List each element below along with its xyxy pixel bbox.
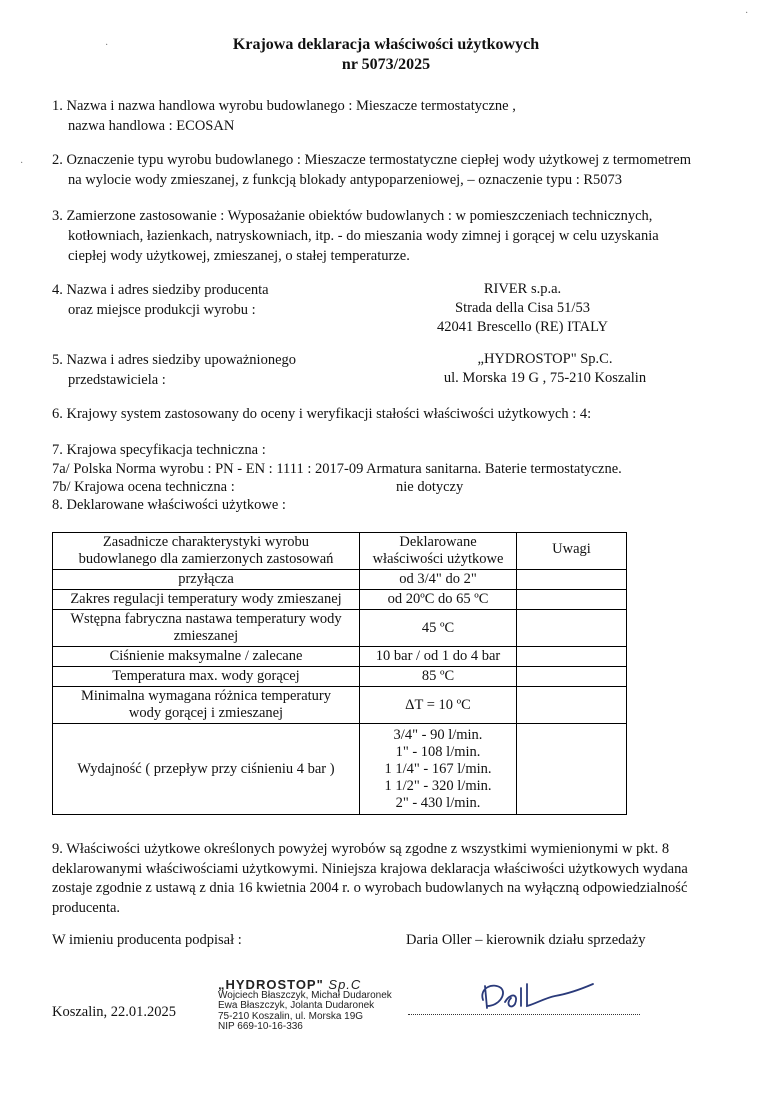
stamp-name-text: „HYDROSTOP" [218, 977, 324, 992]
table-cell-empty [517, 724, 627, 815]
item-9-line-4: producenta. [52, 899, 121, 916]
table-row [53, 610, 627, 647]
item-2 [52, 150, 757, 190]
table-row [53, 724, 627, 815]
cell-line: wody gorącej i zmieszanej [128, 705, 284, 721]
place-date: Koszalin, 22.01.2025 [52, 1004, 177, 1020]
scan-speck: · [105, 40, 109, 51]
table-row [53, 687, 627, 724]
item-3-line-2: kotłowniach, łazienkach, natryskowniach, itp. - do mieszania wody zimnej i gorącej w celu uzyskania [68, 228, 659, 244]
item-9 [52, 840, 757, 918]
item-1-line-2: nazwa handlowa : ECOSAN [68, 118, 235, 134]
header-line: Deklarowane [399, 534, 477, 550]
table-cell: Wydajność ( przepływ przy ciśnieniu 4 bar ) [53, 724, 360, 815]
table-header-row [53, 533, 627, 570]
table-cell-empty [517, 647, 627, 667]
company-stamp [218, 977, 398, 1033]
item-5-label-line-2: przedstawiciela : [68, 372, 166, 388]
header-line: właściwości użytkowe [372, 551, 504, 567]
producer-city: 42041 Brescello (RE) ITALY [437, 319, 608, 335]
cell-line: Minimalna wymagana różnica temperatury [80, 688, 332, 704]
signature-line [408, 1014, 640, 1015]
table-header-declared [360, 533, 517, 570]
representative-street: ul. Morska 19 G , 75-210 Koszalin [443, 370, 647, 386]
stamp-line: 75-210 Koszalin, ul. Morska 19G [218, 1010, 364, 1022]
flow-value: 2" - 430 l/min. [395, 794, 481, 811]
table-cell: Temperatura max. wody gorącej [53, 667, 360, 687]
header-line: budowlanego dla zamierzonych zastosowań [78, 551, 334, 567]
table-row [53, 647, 627, 667]
flow-value: 1 1/2" - 320 l/min. [384, 777, 492, 794]
table-row [53, 667, 627, 687]
item-8: 8. Deklarowane właściwości użytkowe : [52, 497, 286, 513]
item-3-line-1: 3. Zamierzone zastosowanie : Wyposażanie obiektów budowlanych : w pomieszczeniach technicznych, [52, 208, 653, 224]
stamp-company-name [218, 977, 398, 992]
item-9-line-1: 9. Właściwości użytkowe określonych powyżej wyrobów są zgodne z wszystkimi wymienionymi w pkt. 8 [52, 841, 670, 857]
cell-line: Wstępna fabryczna nastawa temperatury wody [70, 611, 342, 627]
table-header-remarks: Uwagi [517, 533, 627, 570]
item-9-line-2: deklarowanymi właściwościami użytkowymi. Niniejsza krajowa deklaracja właściwości użytkowych wydana [52, 860, 688, 877]
signed-label: W imieniu producenta podpisał : [52, 932, 242, 948]
flow-value: 1" - 108 l/min. [395, 743, 481, 760]
table-cell: od 20ºC do 65 ºC [360, 590, 517, 610]
item-6: 6. Krajowy system zastosowany do oceny i weryfikacji stałości właściwości użytkowych : 4: [52, 406, 592, 422]
representative-name: „HYDROSTOP" Sp.C. [477, 351, 613, 367]
signer-name: Daria Oller – kierownik działu sprzedaży [406, 932, 646, 948]
table-cell: przyłącza [53, 570, 360, 590]
item-1-line-1: 1. Nazwa i nazwa handlowa wyrobu budowlanego : Mieszacze termostatyczne , [52, 98, 516, 114]
table-header-characteristics [53, 533, 360, 570]
item-3-line-3: ciepłej wody użytkowej, zmieszanej, o stałej temperaturze. [68, 248, 410, 264]
table-cell-empty [517, 667, 627, 687]
stamp-suffix: Sp.C [328, 977, 362, 992]
item-7a: 7a/ Polska Norma wyrobu : PN - EN : 1111 : 2017-09 Armatura sanitarna. Baterie termostatyczne. [52, 461, 622, 477]
header-line: Zasadnicze charakterystyki wyrobu [102, 534, 310, 550]
item-7: 7. Krajowa specyfikacja techniczna : [52, 442, 266, 458]
item-3 [52, 206, 757, 266]
table-cell: 85 ºC [360, 667, 517, 687]
producer-name: RIVER s.p.a. [483, 281, 562, 297]
item-9-line-3: zostaje zgodnie z ustawą z dnia 16 kwietnia 2004 r. o wyrobach budowlanych na wyłączną odpowiedzialność [52, 880, 688, 896]
item-5-label-line-1: 5. Nazwa i adres siedziby upoważnionego [52, 352, 297, 368]
table-cell [360, 724, 517, 815]
producer-street: Strada della Cisa 51/53 [455, 300, 590, 316]
table-cell [53, 610, 360, 647]
table-cell-empty [517, 570, 627, 590]
scan-speck: · [20, 158, 24, 169]
producer-address [420, 280, 625, 337]
table-cell: 45 ºC [360, 610, 517, 647]
page-title: Krajowa deklaracja właściwości użytkowych [232, 36, 540, 53]
table-row [53, 590, 627, 610]
table-row [53, 570, 627, 590]
declaration-number: nr 5073/2025 [341, 56, 431, 73]
item-7b-label: 7b/ Krajowa ocena techniczna : [52, 479, 235, 495]
stamp-line: Wojciech Błaszczyk, Michał Dudaronek [218, 989, 392, 1001]
flow-value: 3/4" - 90 l/min. [393, 726, 483, 743]
table-cell: Zakres regulacji temperatury wody zmieszanej [53, 590, 360, 610]
item-4-label-line-2: oraz miejsce produkcji wyrobu : [68, 302, 256, 318]
item-4-label-line-1: 4. Nazwa i adres siedziby producenta [52, 282, 269, 298]
item-1 [52, 96, 757, 136]
table-cell: ΔT = 10 ºC [360, 687, 517, 724]
table-cell: 10 bar / od 1 do 4 bar [360, 647, 517, 667]
properties-table [52, 532, 627, 815]
item-4-label [52, 280, 757, 320]
table-cell: Ciśnienie maksymalne / zalecane [53, 647, 360, 667]
table-cell-empty [517, 687, 627, 724]
item-2-line-1: 2. Oznaczenie typu wyrobu budowlanego : Mieszacze termostatyczne ciepłej wody użytkowej z termometrem [52, 152, 691, 168]
flow-value: 1 1/4" - 167 l/min. [384, 760, 492, 777]
handwritten-signature-icon [475, 978, 605, 1016]
item-7b-value: nie dotyczy [396, 479, 464, 495]
table-cell: od 3/4" do 2" [360, 570, 517, 590]
stamp-line: NIP 669-10-16-336 [218, 1021, 303, 1032]
cell-line: zmieszanej [173, 628, 239, 644]
table-cell-empty [517, 590, 627, 610]
representative-address [400, 350, 690, 388]
table-cell [53, 687, 360, 724]
stamp-line: Ewa Błaszczyk, Jolanta Dudaronek [218, 1000, 375, 1011]
scan-speck: · [745, 8, 749, 19]
table-cell-empty [517, 610, 627, 647]
item-2-line-2: na wylocie wody zmieszanej, z funkcją blokady antypoparzeniowej, – oznaczenie typu : R5073 [68, 172, 623, 188]
